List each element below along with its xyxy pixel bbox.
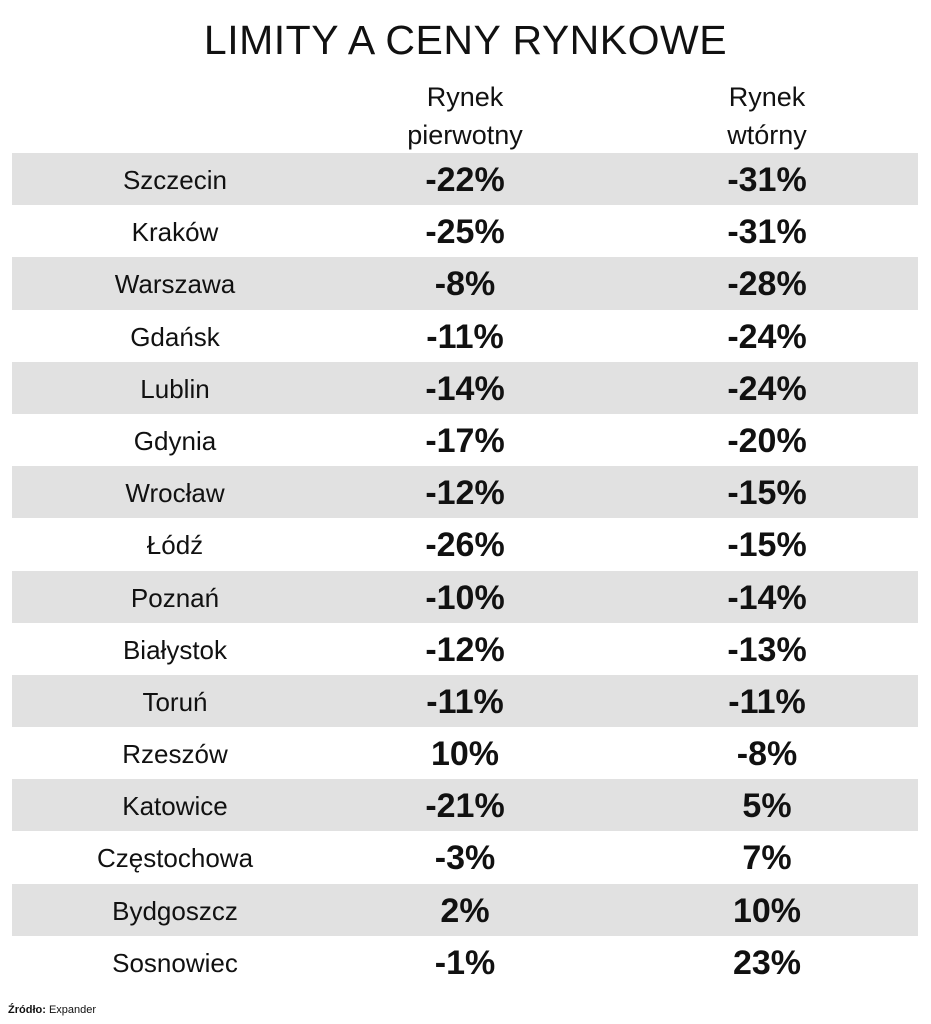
value-primary-market: -10% xyxy=(425,578,505,617)
value-primary-market: 10% xyxy=(430,735,500,774)
value-secondary-market: 23% xyxy=(732,943,802,982)
source-note xyxy=(8,1003,96,1017)
city-label: Kraków xyxy=(131,217,219,248)
value-primary-market: -12% xyxy=(425,474,505,513)
value-secondary-market: -31% xyxy=(727,213,807,252)
value-secondary-market: -24% xyxy=(727,317,807,356)
value-secondary-market: -8% xyxy=(736,735,798,774)
value-secondary-market: -15% xyxy=(727,526,807,565)
city-label: Lublin xyxy=(140,373,210,404)
city-label: Bydgoszcz xyxy=(112,895,238,926)
column-header-line: Rynek xyxy=(426,82,504,112)
table-row xyxy=(12,936,918,988)
value-secondary-market: -15% xyxy=(727,474,807,513)
value-secondary-market: 5% xyxy=(742,787,792,826)
city-label: Gdynia xyxy=(133,425,217,456)
value-primary-market: 2% xyxy=(440,891,490,930)
value-primary-market: -11% xyxy=(426,317,504,356)
city-label: Częstochowa xyxy=(96,843,254,874)
city-label: Wrocław xyxy=(125,478,225,509)
value-secondary-market: -20% xyxy=(727,421,807,460)
value-primary-market: -12% xyxy=(425,630,505,669)
table-row xyxy=(12,831,918,883)
city-label: Sosnowiec xyxy=(112,947,238,978)
table-row xyxy=(12,205,918,257)
data-table xyxy=(12,153,918,988)
value-primary-market: -11% xyxy=(426,682,504,721)
city-label: Łódź xyxy=(146,530,204,561)
city-label: Toruń xyxy=(142,686,208,717)
city-label: Białystok xyxy=(122,634,228,665)
value-secondary-market: -13% xyxy=(727,630,807,669)
city-label: Rzeszów xyxy=(122,739,228,770)
value-secondary-market: -14% xyxy=(727,578,807,617)
column-header-primary-market xyxy=(365,78,565,154)
value-secondary-market: 10% xyxy=(732,891,802,930)
value-primary-market: -17% xyxy=(425,421,505,460)
table-row xyxy=(12,153,918,205)
column-header-line: pierwotny xyxy=(407,120,523,150)
table-row xyxy=(12,518,918,570)
value-secondary-market: -24% xyxy=(727,369,807,408)
city-label: Katowice xyxy=(122,791,228,822)
city-label: Gdańsk xyxy=(130,321,220,352)
value-primary-market: -22% xyxy=(425,161,505,199)
table-row xyxy=(12,675,918,727)
table-row xyxy=(12,623,918,675)
value-secondary-market: -11% xyxy=(728,682,806,721)
table-row xyxy=(12,571,918,623)
table-row xyxy=(12,884,918,936)
value-secondary-market: -31% xyxy=(727,161,807,199)
table-row xyxy=(12,466,918,518)
value-primary-market: -8% xyxy=(434,265,496,304)
value-primary-market: -1% xyxy=(434,943,496,982)
value-primary-market: -3% xyxy=(434,839,496,878)
table-row xyxy=(12,727,918,779)
table-row xyxy=(12,362,918,414)
table-row xyxy=(12,779,918,831)
table-row xyxy=(12,257,918,309)
column-header-line: wtórny xyxy=(727,120,807,150)
value-primary-market: -25% xyxy=(425,213,505,252)
column-header-secondary-market xyxy=(667,78,867,154)
column-header-line: Rynek xyxy=(728,82,806,112)
table-row xyxy=(12,310,918,362)
source-label: Źródło: xyxy=(8,1004,46,1016)
value-primary-market: -14% xyxy=(425,369,505,408)
value-secondary-market: -28% xyxy=(727,265,807,304)
chart-title: LIMITY A CENY RYNKOWE xyxy=(203,17,728,63)
value-primary-market: -21% xyxy=(425,787,505,826)
value-primary-market: -26% xyxy=(425,526,505,565)
value-secondary-market: 7% xyxy=(742,839,792,878)
table-row xyxy=(12,414,918,466)
city-label: Poznań xyxy=(130,582,220,613)
city-label: Warszawa xyxy=(114,269,236,300)
city-label: Szczecin xyxy=(122,165,228,195)
source-value: Expander xyxy=(48,1004,97,1016)
